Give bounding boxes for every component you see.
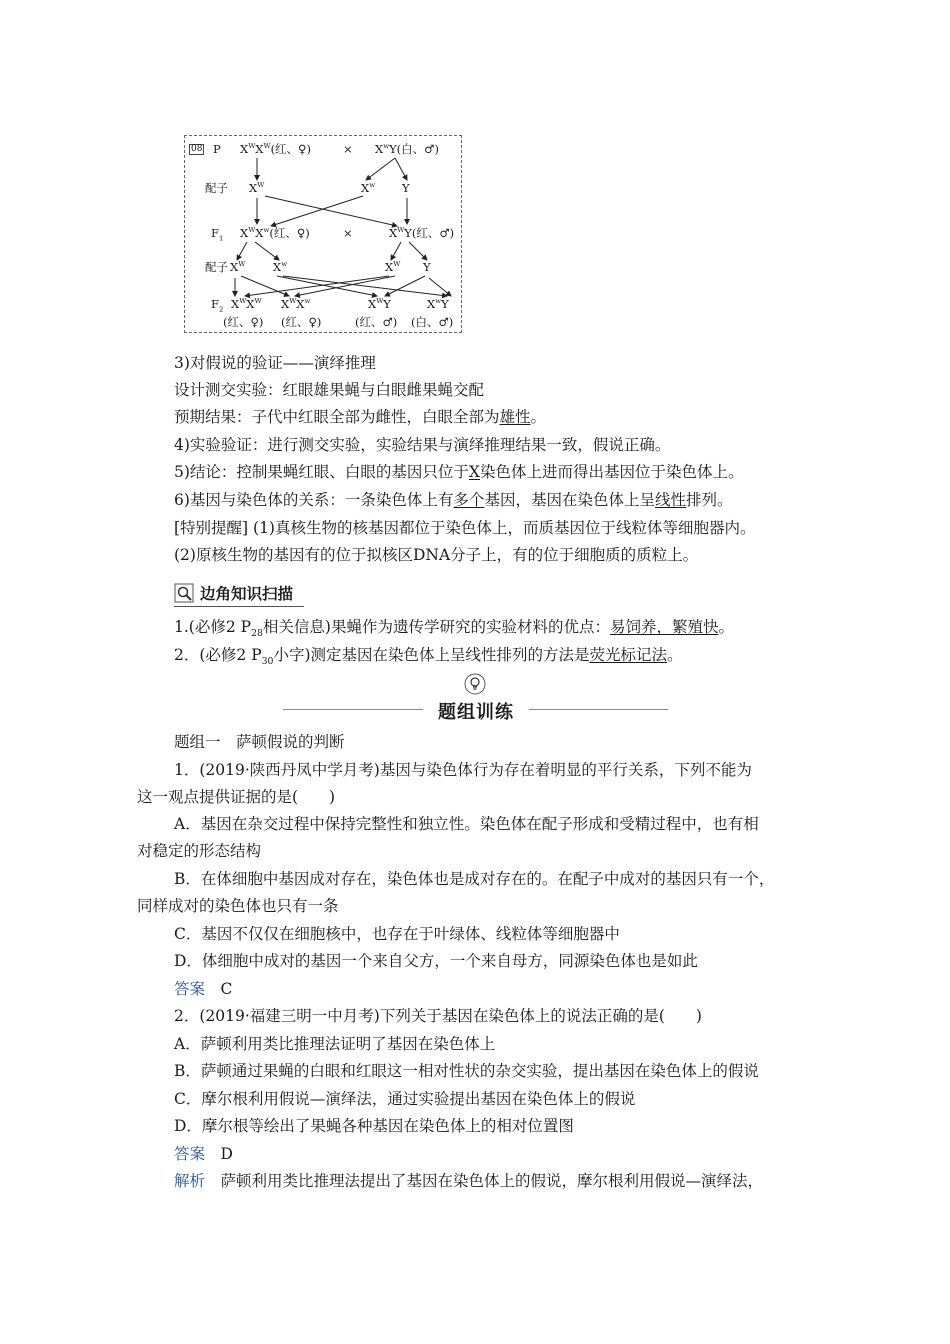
f1-gamete-4: Y [423,260,431,274]
cross-sign: × [343,142,353,156]
text-line-conclusion: 5)结论：控制果蝇红眼、白眼的基因只位于X染色体上进而得出基因位于染色体上。 [174,463,744,481]
text-line-expected-result: 预期结果：子代中红眼全部为雌性，白眼全部为雄性。 [174,408,547,426]
training-rule-left [283,709,423,710]
q2-stem: 2．(2019·福建三明一中月考)下列关于基因在染色体上的说法正确的是( ) [174,1007,702,1025]
training-rule-right [529,709,668,710]
training-title: 题组训练 [438,702,514,723]
q1-option-a-line2: 对稳定的形态结构 [137,842,262,860]
text-line-special-note: [特别提醒] (1)真核生物的核基因都位于染色体上，而质基因位于线粒体等细胞器内。 [174,519,756,537]
q1-option-b-line2: 同样成对的染色体也只有一条 [137,897,339,915]
text-line-testcross-design: 设计测交实验：红眼雄果蝇与白眼雌果蝇交配 [174,381,485,399]
f2-genotype-1: $X^WX^W$ [231,297,262,311]
text-line-experiment-verify: 4)实验验证：进行测交实验，实验结果与演绎推理结果一致，假说正确。 [174,436,671,454]
f2-phenotype-4: (白、♂) [411,315,454,329]
training-header [283,673,668,723]
q1-option-c: C．基因不仅仅在细胞核中，也存在于叶绿体、线粒体等细胞器中 [174,925,620,943]
q1-stem-line1: 1．(2019·陕西丹凤中学月考)基因与染色体行为存在着明显的平行关系，下列不能为 [174,761,752,779]
q1-stem-line2: 这一观点提供证据的是( ) [137,788,336,806]
f2-phenotype-1: (红、♀) [223,315,264,329]
question-group-title: 题组一 萨顿假说的判断 [174,733,345,751]
f1-gamete-1: $X^W$ [230,260,246,274]
q2-explanation: 解析 萨顿利用类比推理法提出了基因在染色体上的假说，摩尔根利用假说—演绎法， [174,1172,764,1190]
q1-option-a-line1: A．基因在杂交过程中保持完整性和独立性。染色体在配子形成和受精过程中，也有相 [174,815,759,833]
text-line-gene-chromosome: 6)基因与染色体的关系：一条染色体上有多个基因，基因在染色体上呈线性排列。 [174,491,733,509]
f1-gamete-2: $X^w$ [273,260,288,274]
f2-phenotype-3: (红、♂) [355,315,398,329]
q1-option-b-line1: B．在体细胞中基因成对存在，染色体也是成对存在的。在配子中成对的基因只有一个， [174,870,775,888]
f1-female-genotype: $X^WX^w$(红、♀) [240,226,310,240]
f2-phenotype-2: (红、♀) [281,315,322,329]
q1-answer: 答案 C [174,980,233,998]
lightbulb-icon [464,673,486,695]
f2-genotype-3: $X^WY$ [368,297,391,311]
p-label: P [213,142,221,156]
f1-label: $F_1$ [211,226,224,243]
diagram-tag: 08 [191,144,203,154]
section-heading [174,581,293,605]
genetic-cross-diagram [184,135,462,333]
p-female-genotype: $X^WX^W$(红、♀) [240,142,311,156]
p-male-genotype: $X^wY$(白、♂) [375,142,439,156]
corner-item-1: 1.(必修2 $P_{28}$相关信息)果蝇作为遗传学研究的实验材料的优点：易饲养，繁殖快。 [174,618,734,640]
gamete-label: 配子 [205,181,228,195]
f2-genotype-2: $X^WX^w$ [281,297,311,311]
q2-option-d: D．摩尔根等绘出了果蝇各种基因在染色体上的相对位置图 [174,1117,574,1135]
q2-option-a: A．萨顿利用类比推理法证明了基因在染色体上 [174,1035,496,1053]
corner-item-2: 2．(必修2 $P_{30}$小字)测定基因在染色体上呈线性排列的方法是荧光标记法。 [174,646,683,668]
section-underline [174,606,304,607]
f1-gamete-3: $X^W$ [385,260,401,274]
f1-gamete-label: 配子 [205,260,228,274]
f1-cross-sign: × [343,226,353,240]
section-title: 边角知识扫描 [200,585,294,603]
f2-genotype-4: $X^wY$ [427,297,449,311]
q2-option-c: C．摩尔根利用假说—演绎法，通过实验提出基因在染色体上的假说 [174,1090,636,1108]
f1-male-genotype: $X^WY$(红、♂) [389,226,455,240]
gamete-y-male: Y [402,181,410,195]
q2-option-b: B．萨顿通过果蝇的白眼和红眼这一相对性状的杂交实验，提出基因在染色体上的假说 [174,1062,759,1080]
q2-answer: 答案 D [174,1145,233,1163]
magnifier-icon [174,583,194,603]
q1-option-d: D．体细胞中成对的基因一个来自父方，一个来自母方，同源染色体也是如此 [174,952,698,970]
gamete-xw-female: $X^W$ [249,181,265,195]
text-line-hypothesis-verify: 3)对假说的验证——演绎推理 [174,354,376,372]
text-line-prokaryote: (2)原核生物的基因有的位于拟核区DNA分子上，有的位于细胞质的质粒上。 [174,546,699,564]
f2-label: $F_2$ [211,297,224,314]
gamete-xw-male: $X^w$ [361,181,376,195]
